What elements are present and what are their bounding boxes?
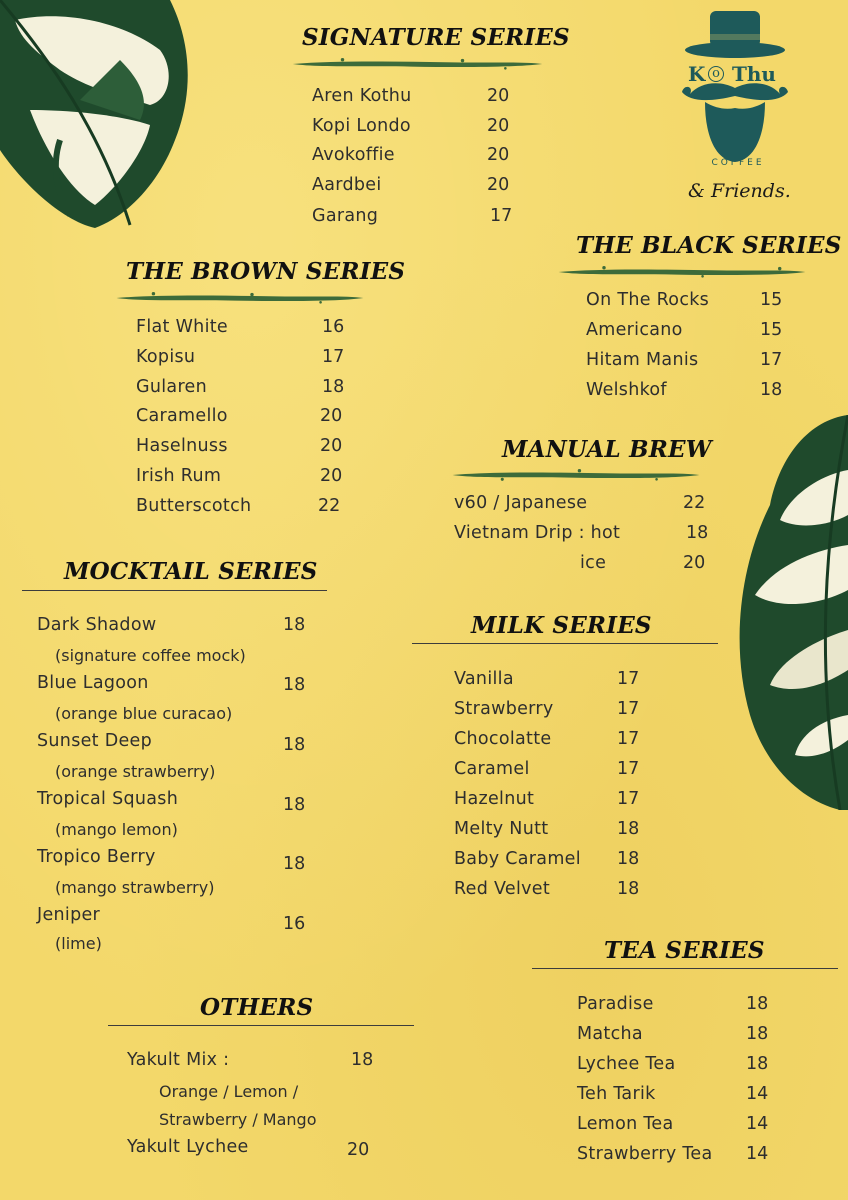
menu-item-price: 18 <box>617 879 640 899</box>
menu-item-name: Teh Tarik <box>577 1084 656 1104</box>
menu-item-price: 20 <box>320 436 343 456</box>
menu-item-description: Strawberry / Mango <box>159 1110 317 1129</box>
monstera-leaf-right <box>730 415 848 810</box>
menu-item-name: Red Velvet <box>454 879 551 899</box>
menu-item-price: 17 <box>617 669 640 689</box>
brush-divider <box>536 266 828 278</box>
section-divider <box>532 968 838 969</box>
menu-item-name: Lemon Tea <box>577 1114 674 1134</box>
menu-item-name: Butterscotch <box>136 496 252 516</box>
menu-item-price: 16 <box>283 914 306 934</box>
menu-item-name: Caramello <box>136 406 228 426</box>
section-title: SIGNATURE SERIES <box>302 24 570 51</box>
menu-item-price: 17 <box>617 789 640 809</box>
hat-icon <box>680 8 790 68</box>
menu-item-price: 14 <box>746 1084 769 1104</box>
menu-item-name: Dark Shadow <box>37 615 157 635</box>
section-title: TEA SERIES <box>604 937 765 964</box>
menu-item-price: 20 <box>347 1140 370 1160</box>
menu-item-price: 20 <box>487 116 510 136</box>
menu-item-name: Tropico Berry <box>37 847 156 867</box>
menu-item-price: 18 <box>283 735 306 755</box>
section-title: MOCKTAIL SERIES <box>64 558 318 585</box>
menu-item-price: 18 <box>283 675 306 695</box>
section-divider <box>108 1025 414 1026</box>
menu-item-price: 18 <box>686 523 709 543</box>
logo-brand-mid: o <box>708 66 724 82</box>
menu-item-name: Flat White <box>136 317 228 337</box>
menu-item-name: Vanilla <box>454 669 514 689</box>
menu-item-description: (signature coffee mock) <box>55 646 246 665</box>
menu-item-price: 20 <box>683 553 706 573</box>
menu-item-description: (mango strawberry) <box>55 878 215 897</box>
menu-item-name: Tropical Squash <box>37 789 179 809</box>
section-title: THE BLACK SERIES <box>576 232 842 259</box>
logo-coffee-label: COFFEE <box>711 158 765 168</box>
menu-item-name: Garang <box>312 206 379 226</box>
menu-item-price: 18 <box>617 849 640 869</box>
menu-item-price: 18 <box>322 377 345 397</box>
menu-item-price: 18 <box>283 795 306 815</box>
menu-item-name: Gularen <box>136 377 208 397</box>
menu-item-price: 22 <box>683 493 706 513</box>
logo-friends-label: & Friends. <box>688 180 791 202</box>
menu-item-price: 22 <box>318 496 341 516</box>
menu-item-name: Paradise <box>577 994 654 1014</box>
menu-item-price: 15 <box>760 290 783 310</box>
menu-item-name: Welshkof <box>586 380 667 400</box>
menu-item-price: 18 <box>746 1054 769 1074</box>
menu-item-price: 20 <box>320 406 343 426</box>
menu-item-name: Strawberry Tea <box>577 1144 713 1164</box>
menu-item-description: (mango lemon) <box>55 820 178 839</box>
menu-item-price: 18 <box>746 994 769 1014</box>
menu-item-price: 18 <box>351 1050 374 1070</box>
menu-item-description: (orange blue curacao) <box>55 704 233 723</box>
menu-item-description: (lime) <box>55 934 102 953</box>
menu-item-name: Avokoffie <box>312 145 395 165</box>
menu-item-price: 20 <box>320 466 343 486</box>
brush-divider <box>270 58 565 70</box>
menu-item-name: Kopisu <box>136 347 196 367</box>
menu-item-price: 18 <box>283 854 306 874</box>
menu-item-price: 20 <box>487 86 510 106</box>
menu-item-name: Hazelnut <box>454 789 535 809</box>
menu-item-price: 14 <box>746 1144 769 1164</box>
section-title: MANUAL BREW <box>502 436 712 463</box>
menu-item-name: Americano <box>586 320 683 340</box>
menu-item-description: (orange strawberry) <box>55 762 216 781</box>
menu-item-name: Chocolatte <box>454 729 552 749</box>
menu-item-price: 14 <box>746 1114 769 1134</box>
menu-item-name: Melty Nutt <box>454 819 549 839</box>
menu-item-price: 15 <box>760 320 783 340</box>
menu-item-price: 18 <box>283 615 306 635</box>
menu-item-price: 16 <box>322 317 345 337</box>
menu-item-name: Matcha <box>577 1024 643 1044</box>
menu-item-name: Baby Caramel <box>454 849 581 869</box>
menu-item-price: 17 <box>760 350 783 370</box>
menu-item-name: Hitam Manis <box>586 350 699 370</box>
brand-logo <box>680 8 790 208</box>
menu-item-name: Sunset Deep <box>37 731 153 751</box>
menu-item-price: 18 <box>617 819 640 839</box>
section-divider <box>412 643 718 644</box>
menu-item-name: ice <box>580 553 607 573</box>
brush-divider <box>94 292 386 304</box>
menu-item-name: Caramel <box>454 759 530 779</box>
section-title: MILK SERIES <box>471 612 652 639</box>
menu-item-name: Aren Kothu <box>312 86 412 106</box>
menu-item-name: Aardbei <box>312 175 382 195</box>
section-title: OTHERS <box>200 994 314 1021</box>
menu-item-price: 17 <box>617 729 640 749</box>
menu-item-price: 17 <box>322 347 345 367</box>
menu-item-name: Strawberry <box>454 699 554 719</box>
brush-divider <box>430 469 722 481</box>
menu-item-price: 20 <box>487 175 510 195</box>
menu-item-name: Kopi Londo <box>312 116 411 136</box>
menu-item-price: 18 <box>760 380 783 400</box>
menu-item-name: Vietnam Drip : hot <box>454 523 621 543</box>
menu-item-name: Irish Rum <box>136 466 222 486</box>
menu-item-name: Lychee Tea <box>577 1054 676 1074</box>
menu-item-price: 17 <box>617 699 640 719</box>
menu-item-name: Yakult Lychee <box>127 1137 249 1157</box>
menu-item-description: Orange / Lemon / <box>159 1082 299 1101</box>
menu-item-price: 20 <box>487 145 510 165</box>
menu-item-name: v60 / Japanese <box>454 493 588 513</box>
menu-item-name: Haselnuss <box>136 436 228 456</box>
section-divider <box>22 590 327 591</box>
logo-brand-left: K <box>688 62 706 86</box>
menu-item-name: Jeniper <box>37 905 101 925</box>
menu-item-price: 18 <box>746 1024 769 1044</box>
menu-item-name: Yakult Mix : <box>127 1050 230 1070</box>
logo-brand-right: Thu <box>732 62 776 86</box>
menu-item-name: On The Rocks <box>586 290 710 310</box>
menu-item-name: Blue Lagoon <box>37 673 149 693</box>
menu-item-price: 17 <box>617 759 640 779</box>
section-title: THE BROWN SERIES <box>126 258 406 285</box>
monstera-leaf-top-left <box>0 0 200 230</box>
menu-item-price: 17 <box>490 206 513 226</box>
